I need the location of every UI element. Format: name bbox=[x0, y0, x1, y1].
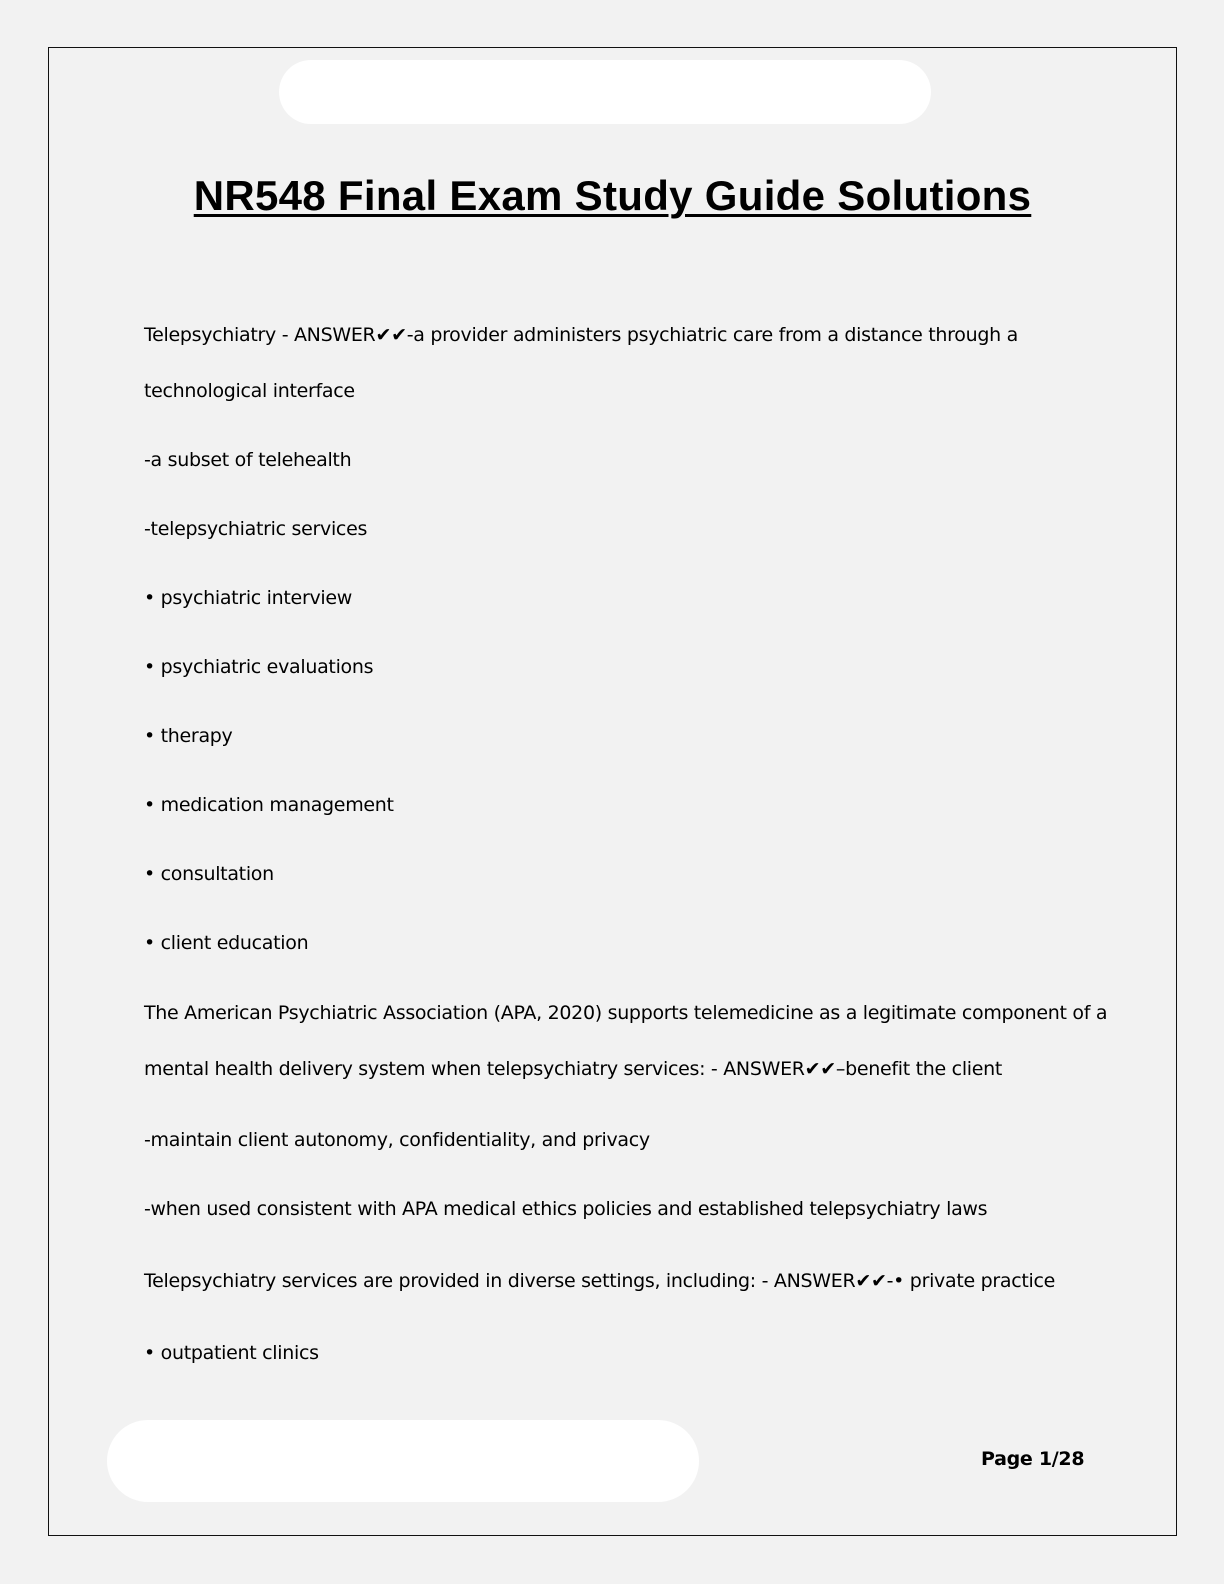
text-line: technological interface bbox=[144, 380, 355, 402]
page-number: Page 1/28 bbox=[981, 1448, 1085, 1470]
document-page bbox=[48, 47, 1177, 1536]
redaction-bottom bbox=[107, 1420, 699, 1502]
text-line: -when used consistent with APA medical ethics policies and established telepsychiatry laws bbox=[144, 1198, 988, 1220]
text-line: • psychiatric evaluations bbox=[144, 656, 374, 678]
text-line: • psychiatric interview bbox=[144, 587, 353, 609]
text-line: The American Psychiatric Association (APA, 2020) supports telemedicine as a legitimate component of a bbox=[144, 1002, 1108, 1024]
text-line: -a subset of telehealth bbox=[144, 449, 352, 471]
text-line: • medication management bbox=[144, 794, 394, 816]
text-line: Telepsychiatry services are provided in diverse settings, including: - ANSWER✔✔-• private practice bbox=[144, 1270, 1056, 1292]
text-line: • consultation bbox=[144, 863, 274, 885]
text-line: -telepsychiatric services bbox=[144, 518, 368, 540]
text-line: Telepsychiatry - ANSWER✔✔-a provider administers psychiatric care from a distance through a bbox=[144, 324, 1018, 346]
page-title: NR548 Final Exam Study Guide Solutions bbox=[193, 172, 1032, 219]
text-line: • client education bbox=[144, 932, 309, 954]
redaction-top bbox=[279, 60, 931, 124]
text-line: -maintain client autonomy, confidentiality, and privacy bbox=[144, 1129, 650, 1151]
text-line: • therapy bbox=[144, 725, 233, 747]
text-line: • outpatient clinics bbox=[144, 1342, 319, 1364]
text-line: mental health delivery system when telepsychiatry services: - ANSWER✔✔–benefit the client bbox=[144, 1058, 1003, 1080]
